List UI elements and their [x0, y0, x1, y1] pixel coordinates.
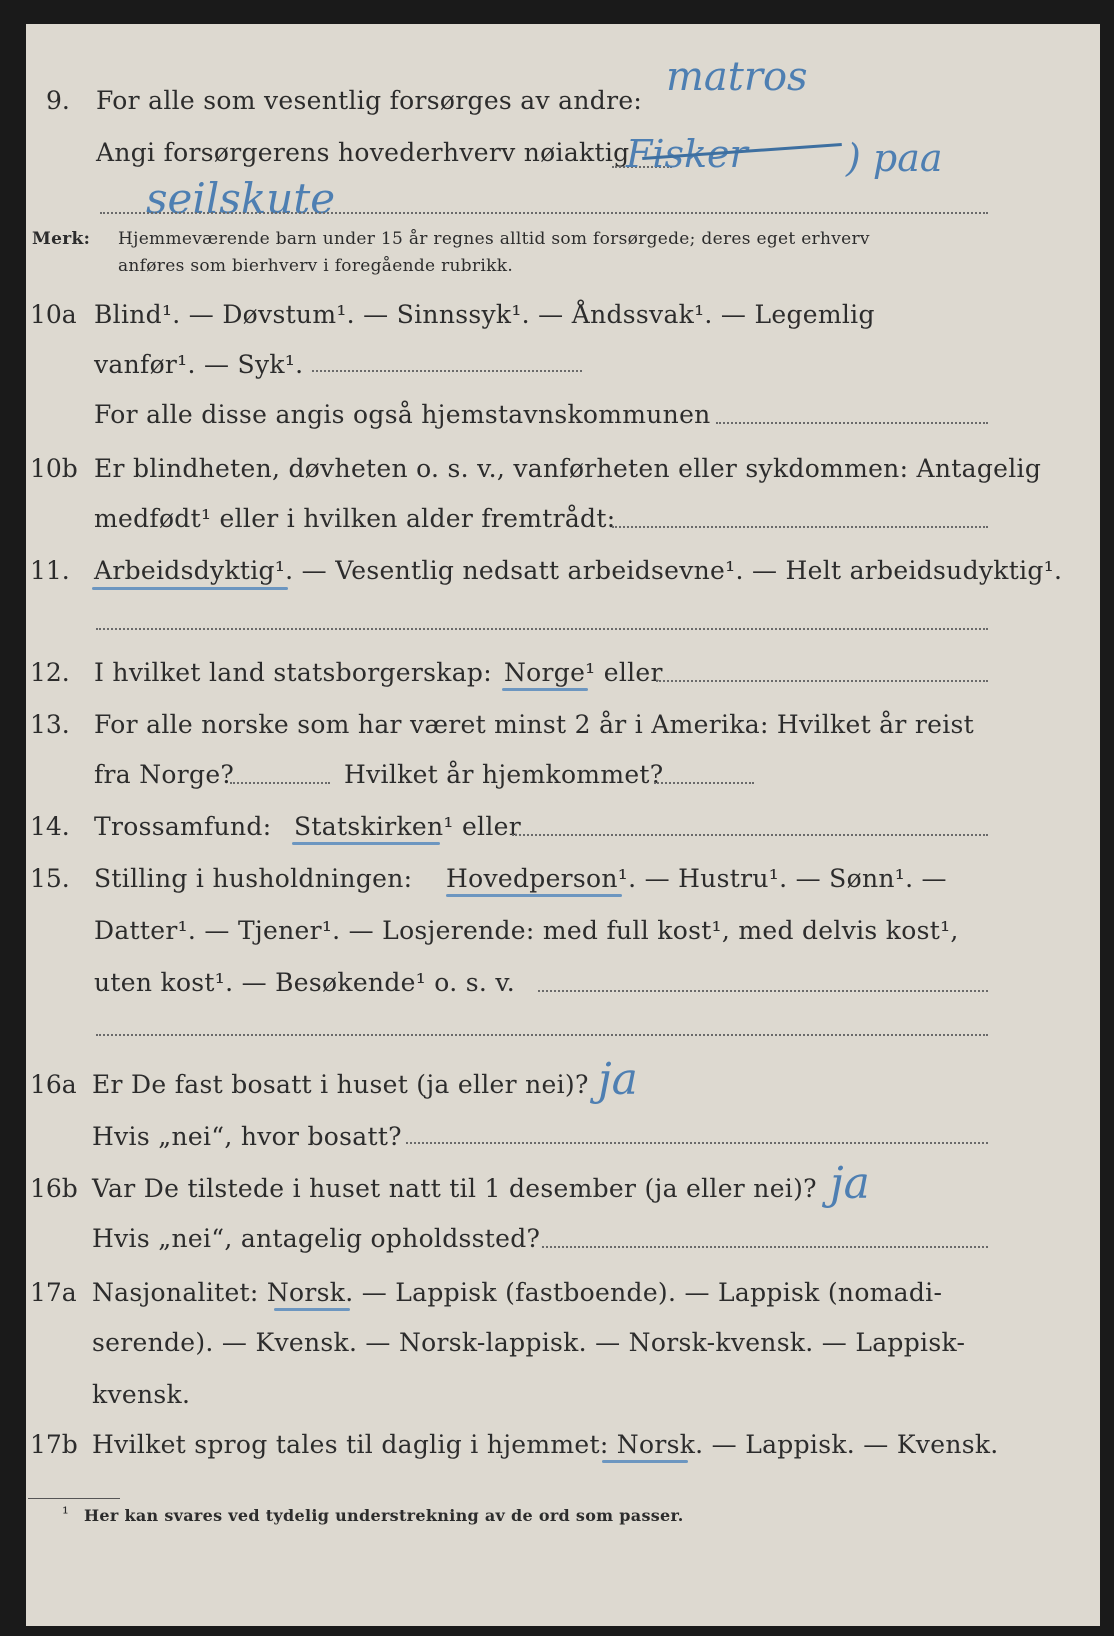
q16a-answer-line	[406, 1142, 988, 1144]
q15-line2: Datter¹. — Tjener¹. — Losjerende: med full kost¹, med delvis kost¹,	[94, 916, 959, 945]
q11-answer-line	[96, 628, 988, 630]
q9-answer-line-2	[100, 212, 988, 214]
q10b-number: 10b	[30, 454, 78, 483]
merk-line1: Hjemmeværende barn under 15 år regnes alltid som forsørgede; deres eget erhverv	[118, 229, 870, 249]
q13-year-left-line	[230, 782, 330, 784]
q9-handwritten-paa: ) paa	[846, 136, 943, 180]
q12-answer-line	[656, 680, 988, 682]
q17b-number: 17b	[30, 1430, 78, 1459]
q12-line1a: I hvilket land statsborgerskap:	[94, 658, 492, 687]
q14-number: 14.	[30, 812, 70, 841]
q10a-number: 10a	[30, 300, 77, 329]
q13-number: 13.	[30, 710, 70, 739]
q15-answer-line	[538, 990, 988, 992]
q17b-underline-norsk	[602, 1460, 688, 1463]
census-form-page	[26, 24, 1100, 1626]
q16a-line1: Er De fast bosatt i huset (ja eller nei)?	[92, 1070, 589, 1099]
q12-line1b: Norge¹ eller	[504, 658, 663, 687]
q14-line1b: Statskirken¹ eller	[294, 812, 521, 841]
q15-underline-hovedperson	[446, 894, 622, 897]
q16a-number: 16a	[30, 1070, 77, 1099]
q16b-line2: Hvis „nei“, antagelig opholdssted?	[92, 1224, 541, 1253]
q16a-line2: Hvis „nei“, hvor bosatt?	[92, 1122, 402, 1151]
q16b-line1: Var De tilstede i huset natt til 1 desember (ja eller nei)?	[92, 1174, 817, 1203]
footnote-rule	[28, 1498, 120, 1499]
q13-line2a: fra Norge?	[94, 760, 235, 789]
q15-line3: uten kost¹. — Besøkende¹ o. s. v.	[94, 968, 516, 997]
q10a-line2: vanfør¹. — Syk¹.	[94, 350, 304, 379]
q17a-underline-norsk	[274, 1308, 350, 1311]
q10b-answer-line	[612, 526, 988, 528]
q16a-handwritten-answer: ja	[598, 1054, 638, 1105]
q14-line1a: Trossamfund:	[94, 812, 272, 841]
q12-number: 12.	[30, 658, 70, 687]
q10a-line1: Blind¹. — Døvstum¹. — Sinnssyk¹. — Åndssvak¹. — Legemlig	[94, 300, 875, 329]
q16b-handwritten-answer: ja	[830, 1158, 870, 1209]
q14-answer-line	[512, 834, 988, 836]
q10a-home-line	[716, 422, 988, 424]
q11-line1: Arbeidsdyktig¹. — Vesentlig nedsatt arbeidsevne¹. — Helt arbeidsudyktig¹.	[94, 556, 1063, 585]
q11-number: 11.	[30, 556, 70, 585]
footnote-mark: ¹	[62, 1504, 70, 1524]
merk-label: Merk:	[32, 229, 91, 249]
q11-underline-arbeidsdyktig	[92, 587, 288, 590]
q10a-answer-line	[312, 370, 582, 372]
q17a-line3: kvensk.	[92, 1380, 191, 1409]
q17a-line2: serende). — Kvensk. — Norsk-lappisk. — Norsk-kvensk. — Lappisk-	[92, 1328, 966, 1357]
merk-line2: anføres som bierhverv i foregående rubrikk.	[118, 256, 514, 276]
q16b-number: 16b	[30, 1174, 78, 1203]
footnote-text: Her kan svares ved tydelig understrekning av de ord som passer.	[84, 1506, 684, 1525]
q14-underline-statskirken	[292, 842, 440, 845]
q17b-line1: Hvilket sprog tales til daglig i hjemmet: Norsk. — Lappisk. — Kvensk.	[92, 1430, 999, 1459]
q9-line1: For alle som vesentlig forsørges av andre:	[96, 86, 643, 115]
q10b-line2: medfødt¹ eller i hvilken alder fremtrådt:	[94, 504, 616, 533]
q16b-answer-line	[542, 1246, 988, 1248]
q15-line1a: Stilling i husholdningen:	[94, 864, 413, 893]
q9-line2: Angi forsørgerens hovederhverv nøiaktig	[96, 138, 630, 167]
q9-handwritten-matros: matros	[666, 54, 808, 100]
q9-handwritten-fisker: Fisker	[626, 132, 748, 176]
q13-year-return-line	[654, 782, 754, 784]
q13-line1: For alle norske som har været minst 2 år i Amerika: Hvilket år reist	[94, 710, 975, 739]
q9-handwritten-seilskute: seilskute	[146, 174, 336, 223]
q15-answer-line-2	[96, 1034, 988, 1036]
q10b-line1: Er blindheten, døvheten o. s. v., vanførheten eller sykdommen: Antagelig	[94, 454, 1042, 483]
q13-line2b: Hvilket år hjemkommet?	[344, 760, 664, 789]
q17a-line1: Nasjonalitet: Norsk. — Lappisk (fastboende). — Lappisk (nomadi-	[92, 1278, 943, 1307]
q15-line1b: Hovedperson¹. — Hustru¹. — Sønn¹. —	[446, 864, 947, 893]
q15-number: 15.	[30, 864, 70, 893]
q9-number: 9.	[46, 86, 70, 115]
q17a-number: 17a	[30, 1278, 77, 1307]
q10a-line3: For alle disse angis også hjemstavnskommunen	[94, 400, 711, 429]
q12-underline-norge	[502, 688, 588, 691]
